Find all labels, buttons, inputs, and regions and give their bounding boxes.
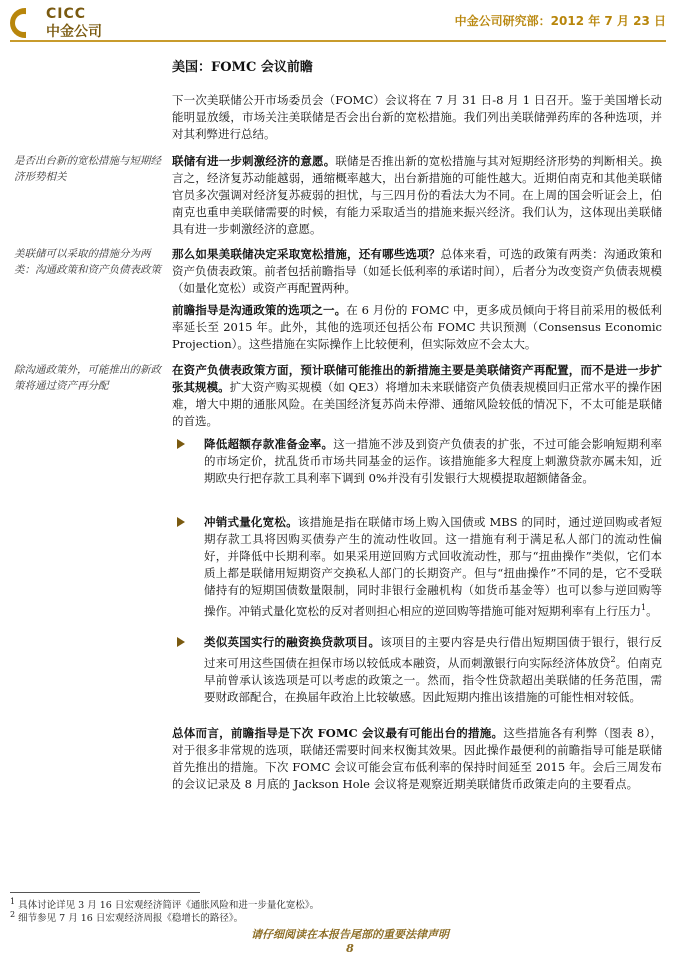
bullet-2-body: 该措施是指在联储市场上购入国债或 MBS 的同时，通过逆回购或者短期存款工具将因购买债券产生的流动性收回。这一措施有利于满足私人部门的流动性偏好，并降低中长期利率。如果采用逆回购方式回收流动性，那与“扭曲操作”类似，它们本质上都是联储用短期资产交换私人部门的长期资产。但与“扭曲操作”不同的是，它不受联储持有的短期国债数量限制，同时非银行金融机构（如货币基金等）也可以参与逆回购等操作。冲销式量化宽松的反对者则担心相应的逆回购等措施可能对短期利率有上行压力 bbox=[204, 515, 662, 618]
footnote-2-num: 2 bbox=[10, 910, 16, 919]
paragraph-4-lead: 在资产负债表政策方面，预计联储可能推出的新措施主要是美联储资产再配置，而不是进一步扩张其规模。 bbox=[172, 363, 662, 394]
page-header bbox=[0, 0, 700, 48]
paragraph-1 bbox=[172, 153, 662, 238]
section-title: 美国：FOMC 会议前瞻 bbox=[172, 60, 313, 75]
paragraph-2-body: 总体来看，可选的政策有两类：沟通政策和资产负债表政策。前者包括前瞻指导（如延长低利率的承诺时间），后者分为改变资产负债表规模（如量化宽松）或资产再配置两种。 bbox=[172, 247, 663, 295]
logo-text-en: CICC bbox=[46, 6, 87, 22]
bullet-1-text bbox=[204, 436, 662, 487]
footnote-rule bbox=[10, 892, 200, 893]
bullet-3-lead: 类似英国实行的融资换贷款项目。 bbox=[204, 635, 381, 649]
intro-paragraph: 下一次美联储公开市场委员会（FOMC）会议将在 7 月 31 日-8 月 1 日召开。鉴于美国增长动能明显放缓，市场关注美联储是否会出台新的宽松措施。我们列出美联储弹药库的各种选项，并对其利弊进行总结。 bbox=[172, 93, 662, 141]
paragraph-2-lead: 那么如果美联储决定采取宽松措施，还有哪些选项？ bbox=[172, 247, 441, 261]
arrow-bullet-icon bbox=[177, 439, 185, 449]
arrow-bullet-icon bbox=[177, 637, 185, 647]
bullet-3-body: 该项目的主要内容是央行借出短期国债于银行，银行反过来可用这些国债在担保市场以较低成本融资，从而刺激银行向实际经济体放贷 bbox=[204, 635, 662, 670]
footnote-1-num: 1 bbox=[10, 897, 16, 906]
cicc-logo-icon bbox=[10, 8, 40, 38]
header-rule bbox=[10, 40, 666, 42]
paragraph-4-body: 扩大资产购买规模（如 QE3）将增加未来联储资产负债表规模回归正常水平的操作困难，增大中期的通胀风险。在美国经济复苏尚未停滞、通缩风险较低的情况下，不太可能是联储的首选。 bbox=[172, 380, 663, 428]
legal-disclaimer-link[interactable]: 请仔细阅读在本报告尾部的重要法律声明 bbox=[251, 928, 449, 941]
logo-text-cn: 中金公司 bbox=[46, 24, 102, 40]
side-note-2: 美联储可以采取的措施分为两类：沟通政策和资产负债表政策 bbox=[14, 248, 161, 276]
paragraph-5-lead: 总体而言，前瞻指导是下次 FOMC 会议最有可能出台的措施。 bbox=[172, 726, 504, 740]
paragraph-5-body: 这些措施各有利弊（图表 8），对于很多非常规的选项，联储还需要时间来权衡其效果。因此操作最便利的前瞻指导可能是联储首先推出的措施。下次 FOMC 会议可能会宣布低利率的保持时间延至 2015 年。会后三周发布的会议记录及 8 月底的 Jackson Hole 会议将是观察近期美联储货币政策走向的主要看点。 bbox=[172, 726, 662, 791]
paragraph-1-lead: 联储有进一步刺激经济的意愿。 bbox=[172, 154, 336, 168]
paragraph-3-lead: 前瞻指导是沟通政策的选项之一。 bbox=[172, 303, 347, 317]
arrow-bullet-icon bbox=[177, 517, 185, 527]
paragraph-1-body: 联储是否推出新的宽松措施与其对短期经济形势的判断相关。换言之，经济复苏动能越弱，通缩概率越大，出台新措施的可能性越大。近期伯南克和其他美联储官员多次强调对经济复苏疲弱的担忧，与三四月份的看法大为不同。在上周的国会听证会上，伯南克也重申美联储需要的时候，有能力采取适当的措施来振兴经济。我们认为，这体现出美联储具有进一步刺激经济的意愿。 bbox=[172, 154, 662, 236]
footnote-ref-1[interactable]: 1 bbox=[641, 603, 647, 612]
paragraph-4 bbox=[172, 362, 662, 430]
paragraph-2 bbox=[172, 246, 662, 297]
bullet-1-lead: 降低超额存款准备金率。 bbox=[204, 437, 334, 451]
page-number: 8 bbox=[346, 942, 354, 955]
bullet-2-lead: 冲销式量化宽松。 bbox=[204, 515, 298, 529]
bullet-2-tail: 。 bbox=[646, 603, 658, 618]
side-note-3: 除沟通政策外，可能推出的新政策将通过资产再分配 bbox=[14, 364, 161, 392]
side-note-1: 是否出台新的宽松措施与短期经济形势相关 bbox=[14, 155, 161, 183]
footnote-2-text: 细节参见 7 月 16 日宏观经济周报《稳增长的路径》。 bbox=[18, 913, 244, 925]
paragraph-3-body: 在 6 月份的 FOMC 中，更多成员倾向于将目前采用的极低利率延长至 2015 年。此外，其他的选项还包括公布 FOMC 共识预测（Consensus Economic Projection）。这些措施在实际操作上比较便利，但实际效应不会太大。 bbox=[172, 303, 662, 351]
bullet-3-text bbox=[204, 634, 662, 706]
bullet-1-body: 这一措施不涉及到资产负债表的扩张，不过可能会影响短期利率的市场定价，扰乱货币市场共同基金的运作。该措施能多大程度上刺激贷款亦属未知，近期欧央行把存款工具利率下调到 0%并没有引发银行大规模提取超额储备金。 bbox=[204, 437, 662, 485]
footnote-1-text: 具体讨论详见 3 月 16 日宏观经济简评《通胀风险和进一步量化宽松》。 bbox=[18, 900, 320, 912]
footnote-ref-2[interactable]: 2 bbox=[610, 655, 616, 664]
header-source-date: 中金公司研究部：2012 年 7 月 23 日 bbox=[454, 14, 666, 28]
bullet-3-tail: 。伯南克早前曾承认该选项是可以考虑的政策之一。然而，指令性贷款超出美联储的任务范围，需要财政部配合，在换届年政治上比较敏感。因此短期内推出该措施的可能性相对较低。 bbox=[204, 655, 662, 704]
paragraph-5 bbox=[172, 725, 662, 793]
bullet-2-text bbox=[204, 514, 662, 620]
paragraph-3 bbox=[172, 302, 662, 353]
footnote-2 bbox=[10, 910, 243, 924]
